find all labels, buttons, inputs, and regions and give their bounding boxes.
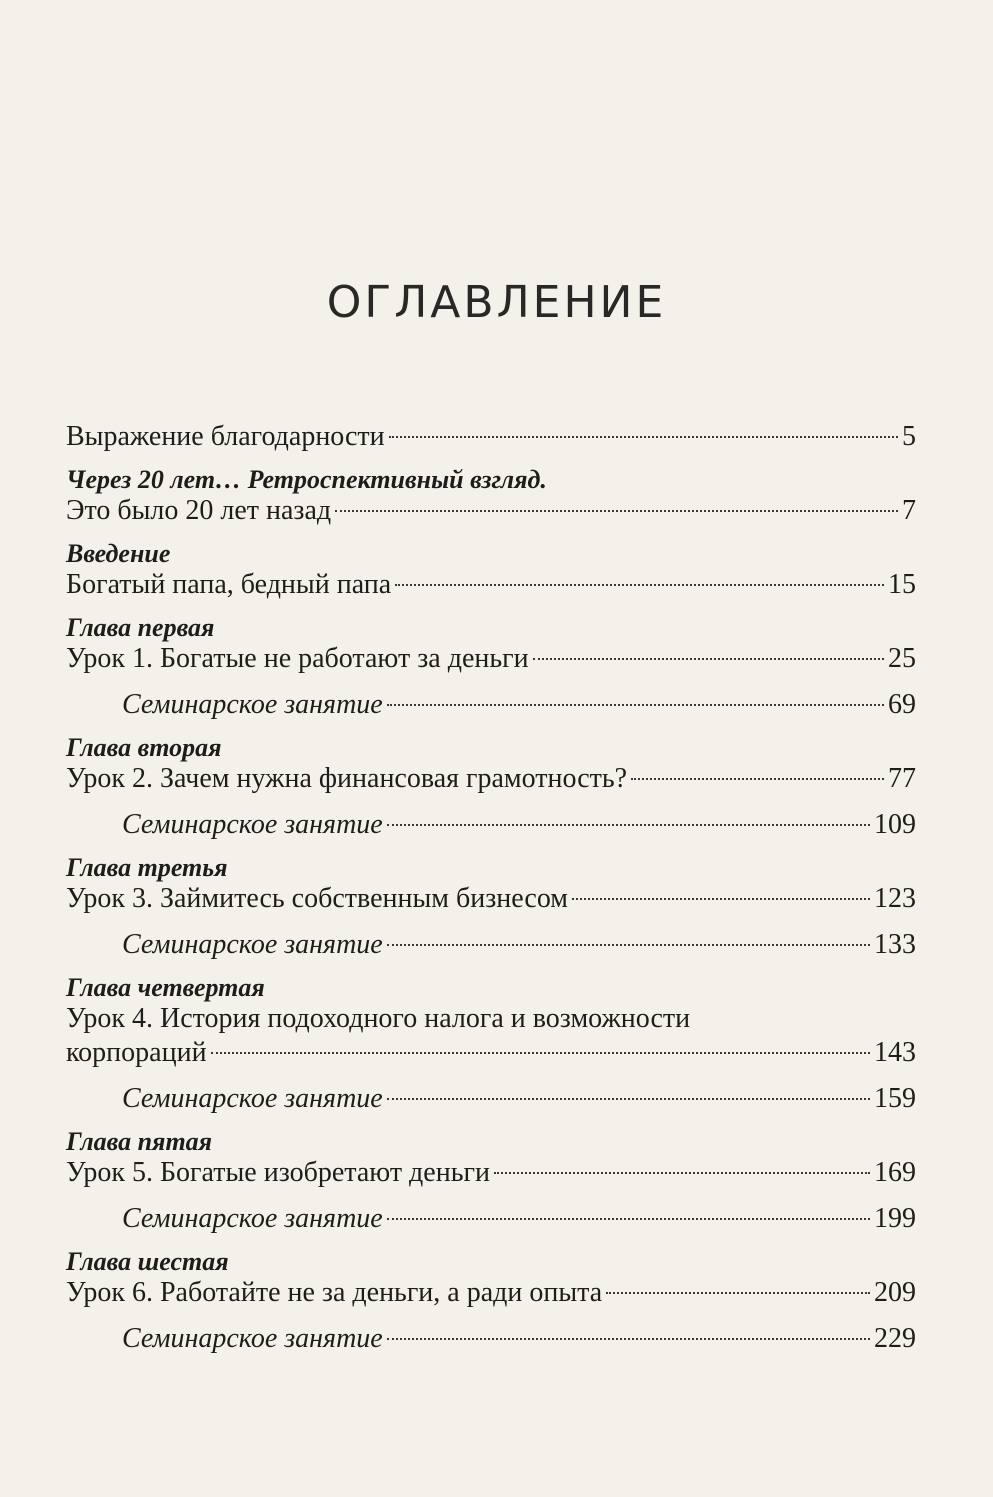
toc-entry-label: Выражение благодарности <box>66 421 385 452</box>
toc-entry-label: Семинарское занятие <box>122 809 383 840</box>
toc-entry-label: Урок 5. Богатые изобретают деньги <box>66 1157 490 1188</box>
toc-entry-label: Урок 3. Займитесь собственным бизнесом <box>66 883 569 914</box>
dot-leader <box>631 778 884 780</box>
toc-group-ch3 <box>66 854 916 962</box>
toc-group-ch4 <box>66 974 916 1116</box>
dot-leader <box>606 1292 870 1294</box>
dot-leader <box>494 1172 870 1174</box>
dot-leader <box>387 704 884 706</box>
dot-leader <box>533 658 884 660</box>
toc-section-heading: Глава шестая <box>66 1247 229 1276</box>
toc-section-heading: Глава пятая <box>66 1127 213 1156</box>
toc-section-heading: Глава четвертая <box>66 973 265 1002</box>
toc-page-number: 209 <box>874 1277 916 1308</box>
toc-page-number: 133 <box>874 929 916 960</box>
toc-page-number: 15 <box>888 569 916 600</box>
toc-entry[interactable] <box>66 494 916 528</box>
toc-page-number: 109 <box>874 809 916 840</box>
dot-leader <box>389 436 898 438</box>
toc-page-number: 159 <box>874 1083 916 1114</box>
toc-page-number: 143 <box>874 1037 916 1068</box>
dot-leader <box>387 824 870 826</box>
toc-entry-label: Семинарское занятие <box>122 689 383 720</box>
toc-page-number: 199 <box>874 1203 916 1234</box>
dot-leader <box>387 1218 870 1220</box>
toc-page-number: 69 <box>888 689 916 720</box>
dot-leader <box>387 1098 870 1100</box>
toc-page-number: 5 <box>902 421 916 452</box>
toc-seminar-entry[interactable] <box>66 928 916 962</box>
toc-entry-label: Это было 20 лет назад <box>66 495 332 526</box>
toc-entry[interactable] <box>66 762 916 796</box>
toc-page-number: 229 <box>874 1323 916 1354</box>
toc-group-ch1 <box>66 614 916 722</box>
toc-group-ch5 <box>66 1128 916 1236</box>
page-title: ОГЛАВЛЕНИЕ <box>326 277 667 329</box>
dot-leader <box>387 1338 870 1340</box>
toc-entry[interactable] <box>66 1036 916 1070</box>
toc-entry-label: Урок 6. Работайте не за деньги, а ради опыта <box>66 1277 603 1308</box>
toc-seminar-entry[interactable] <box>66 1082 916 1116</box>
toc-page-number: 25 <box>888 643 916 674</box>
dot-leader <box>211 1052 870 1054</box>
dot-leader <box>387 944 870 946</box>
toc-entry-label: корпораций <box>66 1037 207 1068</box>
toc-seminar-entry[interactable] <box>66 1322 916 1356</box>
toc-section-heading: Глава первая <box>66 613 215 642</box>
toc-group-intro <box>66 540 916 602</box>
toc-entry[interactable] <box>66 1276 916 1310</box>
toc-page-number: 169 <box>874 1157 916 1188</box>
toc-entry-label: Урок 1. Богатые не работают за деньги <box>66 643 529 674</box>
toc-group-retro <box>66 466 916 528</box>
toc-page-number: 77 <box>888 763 916 794</box>
toc-seminar-entry[interactable] <box>66 1202 916 1236</box>
toc-entry-label: Семинарское занятие <box>122 1203 383 1234</box>
toc-entry[interactable] <box>66 642 916 676</box>
toc-page-number: 7 <box>902 495 916 526</box>
toc-entry-label: Семинарское занятие <box>122 1083 383 1114</box>
toc-entry-label: Семинарское занятие <box>122 929 383 960</box>
table-of-contents <box>66 420 916 1368</box>
toc-entry-label-line1[interactable]: Урок 4. История подоходного налога и возможности <box>66 1003 691 1034</box>
toc-entry[interactable] <box>66 420 916 454</box>
toc-entry[interactable] <box>66 568 916 602</box>
dot-leader <box>572 898 870 900</box>
dot-leader <box>335 510 898 512</box>
toc-section-heading: Глава третья <box>66 853 228 882</box>
toc-group-ch6 <box>66 1248 916 1356</box>
toc-entry-label: Урок 2. Зачем нужна финансовая грамотность? <box>66 763 628 794</box>
toc-section-heading: Через 20 лет… Ретроспективный взгляд. <box>66 465 547 494</box>
toc-seminar-entry[interactable] <box>66 808 916 842</box>
toc-entry[interactable] <box>66 882 916 916</box>
dot-leader <box>395 584 884 586</box>
toc-entry-label: Богатый папа, бедный папа <box>66 569 392 600</box>
toc-entry[interactable] <box>66 1156 916 1190</box>
toc-group-ch2 <box>66 734 916 842</box>
toc-group-ack <box>66 420 916 454</box>
toc-seminar-entry[interactable] <box>66 688 916 722</box>
toc-entry-label: Семинарское занятие <box>122 1323 383 1354</box>
toc-section-heading: Введение <box>66 539 171 568</box>
toc-section-heading: Глава вторая <box>66 733 222 762</box>
toc-page-number: 123 <box>874 883 916 914</box>
